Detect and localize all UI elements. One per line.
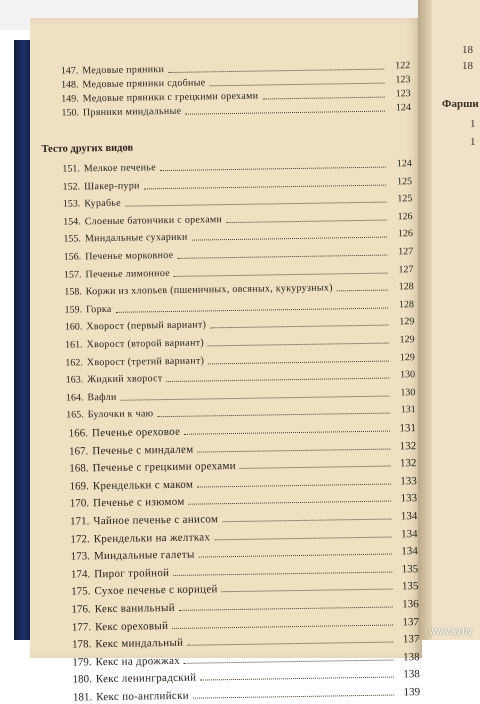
entry-page: 133 bbox=[400, 474, 417, 488]
entry-title: Мелкое печенье bbox=[83, 162, 157, 175]
entry-number: 175. bbox=[71, 585, 91, 598]
leader-dots bbox=[179, 607, 393, 611]
entry-number: 180. bbox=[72, 673, 92, 686]
right-page-digit: 1 bbox=[470, 136, 476, 148]
entry-title: Коржи из хлопьев (пшеничных, овсяных, кукурузных) bbox=[85, 282, 333, 298]
leader-dots bbox=[208, 343, 389, 347]
entry-number: 164. bbox=[65, 392, 84, 404]
entry-number: 179. bbox=[72, 656, 92, 669]
entry-page: 129 bbox=[399, 334, 415, 346]
watermark: www.ay.by bbox=[429, 626, 472, 636]
entry-title: Кекс по-английски bbox=[96, 689, 189, 704]
leader-dots bbox=[192, 237, 387, 241]
leader-dots bbox=[200, 677, 394, 681]
leader-dots bbox=[184, 431, 390, 435]
entry-number: 177. bbox=[71, 620, 92, 634]
entry-page: 135 bbox=[401, 580, 419, 593]
right-page-line: 18 bbox=[462, 60, 473, 72]
entry-page: 127 bbox=[398, 246, 414, 258]
entry-title: Кекс ореховый bbox=[94, 619, 169, 633]
leader-dots bbox=[337, 290, 388, 292]
entry-title: Хворост (первый вариант) bbox=[86, 319, 207, 333]
right-page-line: 18 bbox=[462, 44, 473, 56]
entry-number: 152. bbox=[62, 180, 81, 193]
entry-page: 135 bbox=[401, 562, 419, 576]
leader-dots bbox=[222, 589, 393, 593]
entry-number: 157. bbox=[63, 268, 82, 281]
entry-number: 170. bbox=[69, 497, 90, 510]
entry-title: Кекс ленинградский bbox=[95, 672, 197, 686]
entry-number: 181. bbox=[72, 691, 93, 704]
entry-title: Булочки к чаю bbox=[87, 408, 154, 421]
leader-dots bbox=[121, 395, 390, 400]
entry-number: 151. bbox=[62, 163, 80, 175]
leader-dots bbox=[214, 536, 391, 540]
entry-title: Медовые пряники с грецкими орехами bbox=[82, 90, 259, 105]
leader-dots bbox=[185, 111, 385, 115]
entry-page: 123 bbox=[395, 88, 411, 100]
leader-dots bbox=[187, 642, 393, 646]
leader-dots bbox=[125, 202, 386, 207]
entry-page: 128 bbox=[398, 298, 415, 311]
leader-dots bbox=[208, 360, 389, 364]
entry-title: Миндальные галеты bbox=[93, 548, 195, 563]
entry-number: 154. bbox=[63, 216, 81, 228]
entry-title: Крендельки на желтках bbox=[93, 530, 211, 545]
entry-number: 167. bbox=[68, 444, 89, 458]
entry-page: 122 bbox=[395, 60, 411, 72]
entry-title: Жидкий хворост bbox=[87, 373, 163, 386]
entry-page: 123 bbox=[395, 74, 411, 86]
entry-number: 174. bbox=[70, 568, 91, 581]
right-page-digit: 1 bbox=[470, 118, 476, 130]
entry-title: Кекс миндальный bbox=[95, 637, 184, 651]
entry-number: 176. bbox=[71, 603, 91, 616]
entry-title: Кекс на дрожжах bbox=[95, 654, 181, 668]
entry-title: Печенье с миндалем bbox=[92, 443, 194, 457]
entry-title: Пряники миндальные bbox=[82, 105, 182, 119]
entry-page: 130 bbox=[400, 369, 416, 381]
entry-page: 136 bbox=[402, 598, 419, 611]
entry-title: Хворост (третий вариант) bbox=[86, 355, 205, 368]
entry-page: 125 bbox=[397, 193, 413, 205]
entry-title: Печенье лимонное bbox=[85, 267, 171, 280]
entry-number: 169. bbox=[69, 480, 89, 493]
leader-dots bbox=[197, 483, 391, 487]
entry-title: Кекс ванильный bbox=[94, 601, 175, 616]
right-page-heading: Фарши bbox=[442, 98, 479, 110]
entry-title: Печенье с изюмом bbox=[93, 496, 185, 510]
leader-dots bbox=[184, 659, 394, 663]
entry-page: 139 bbox=[403, 686, 421, 699]
entry-number: 147. bbox=[60, 65, 79, 77]
entry-page: 126 bbox=[397, 228, 413, 240]
entry-page: 137 bbox=[402, 633, 420, 646]
right-page bbox=[429, 0, 480, 640]
leader-dots bbox=[144, 184, 386, 189]
leader-dots bbox=[189, 501, 392, 505]
entry-title: Сухое печенье с корицей bbox=[94, 583, 218, 598]
entry-number: 149. bbox=[61, 93, 79, 105]
entry-page: 134 bbox=[400, 510, 418, 523]
leader-dots bbox=[193, 695, 394, 699]
entry-title: Миндальные сухарики bbox=[84, 232, 188, 245]
entry-number: 153. bbox=[62, 198, 81, 210]
entry-title: Крендельки с маком bbox=[92, 478, 194, 493]
entry-page: 129 bbox=[399, 316, 415, 328]
entry-page: 132 bbox=[399, 439, 417, 452]
entry-number: 155. bbox=[63, 233, 82, 246]
entry-page: 137 bbox=[402, 615, 420, 628]
entry-title: Горка bbox=[85, 303, 112, 316]
leader-dots bbox=[199, 554, 392, 558]
entry-number: 168. bbox=[69, 462, 89, 475]
entry-number: 160. bbox=[64, 321, 83, 334]
entry-number: 156. bbox=[63, 251, 82, 263]
entry-page: 138 bbox=[402, 650, 420, 664]
entry-title: Шакер-пури bbox=[84, 180, 140, 192]
leader-dots bbox=[197, 448, 390, 452]
entry-page: 131 bbox=[399, 422, 417, 435]
entry-title: Вафли bbox=[87, 391, 117, 404]
entry-number: 178. bbox=[71, 638, 92, 651]
entry-page: 129 bbox=[399, 351, 415, 363]
entry-number: 159. bbox=[64, 304, 83, 316]
entry-title: Пирог тройной bbox=[94, 566, 170, 581]
entry-number: 165. bbox=[66, 409, 84, 422]
entry-page: 124 bbox=[395, 102, 412, 114]
leader-dots bbox=[210, 325, 388, 329]
entry-number: 162. bbox=[65, 356, 83, 369]
entry-page: 125 bbox=[396, 175, 413, 188]
leader-dots bbox=[226, 219, 386, 223]
entry-page: 131 bbox=[400, 404, 416, 416]
entry-page: 138 bbox=[403, 668, 420, 681]
entry-page: 134 bbox=[401, 527, 418, 540]
entry-title: Печенье морковное bbox=[85, 249, 174, 263]
leader-dots bbox=[167, 378, 390, 382]
entry-page: 128 bbox=[398, 281, 414, 293]
leader-dots bbox=[172, 624, 393, 628]
entry-page: 126 bbox=[397, 210, 413, 223]
entry-number: 150. bbox=[61, 107, 80, 119]
leader-dots bbox=[240, 466, 391, 469]
section-heading: Тесто других видов bbox=[41, 142, 134, 155]
entry-title: Печенье с грецкими орехами bbox=[92, 460, 236, 475]
entry-title: Чайное печенье с анисом bbox=[93, 513, 219, 528]
page-gutter bbox=[418, 0, 432, 640]
entry-title: Медовые пряники сдобные bbox=[82, 77, 206, 91]
entry-title: Печенье ореховое bbox=[91, 425, 181, 440]
entry-page: 133 bbox=[400, 492, 418, 505]
leader-dots bbox=[160, 167, 386, 172]
entry-number: 161. bbox=[65, 339, 83, 351]
entry-title: Хворост (второй вариант) bbox=[86, 337, 205, 351]
entry-page: 127 bbox=[398, 263, 414, 275]
entry-page: 134 bbox=[401, 545, 418, 558]
entry-number: 158. bbox=[64, 286, 82, 298]
entry-title: Слоеные батончики с орехами bbox=[84, 213, 223, 228]
entry-number: 171. bbox=[70, 515, 90, 528]
leader-dots bbox=[177, 255, 387, 259]
entry-number: 173. bbox=[70, 550, 91, 563]
entry-number: 172. bbox=[70, 532, 90, 546]
entry-number: 166. bbox=[68, 427, 89, 440]
entry-page: 132 bbox=[399, 457, 417, 470]
leader-dots bbox=[116, 307, 388, 312]
leader-dots bbox=[173, 571, 392, 575]
entry-page: 124 bbox=[396, 158, 412, 170]
entry-number: 148. bbox=[60, 79, 79, 91]
entry-page: 130 bbox=[400, 386, 416, 399]
entry-title: Медовые пряники bbox=[82, 64, 165, 77]
leader-dots bbox=[174, 272, 388, 276]
leader-dots bbox=[222, 519, 391, 523]
entry-title: Курабье bbox=[84, 197, 122, 210]
leader-dots bbox=[157, 413, 389, 418]
entry-number: 163. bbox=[65, 374, 84, 386]
